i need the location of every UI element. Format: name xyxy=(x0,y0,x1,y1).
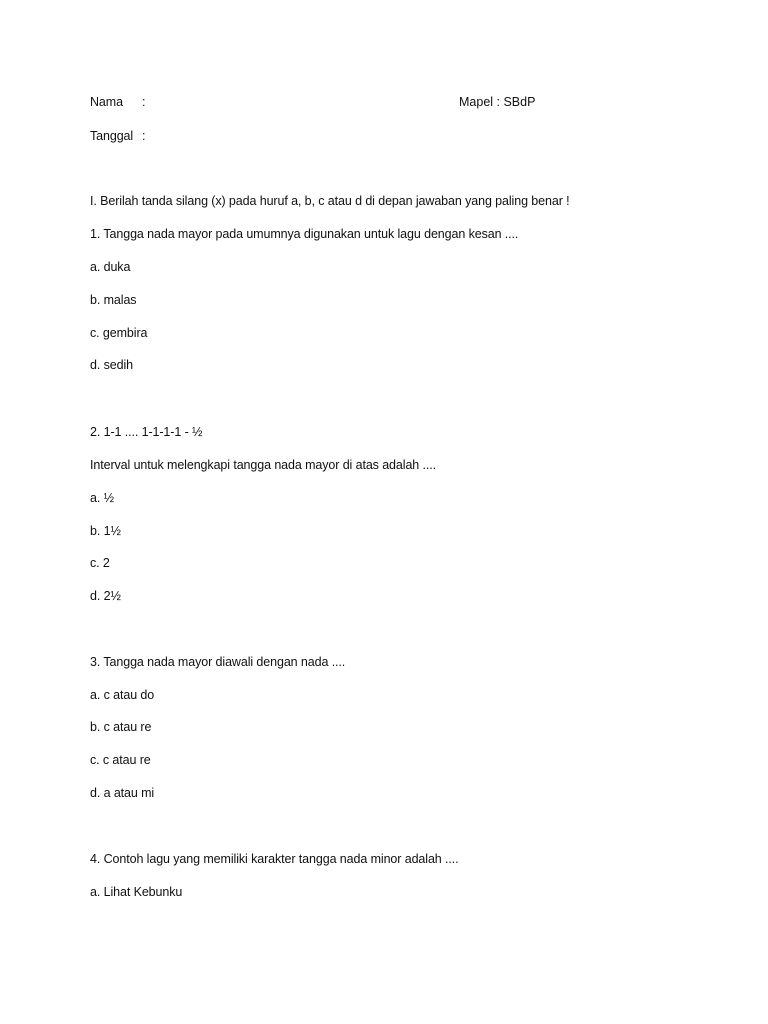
question-3-option-d: d. a atau mi xyxy=(90,786,155,800)
question-2-option-c: c. 2 xyxy=(90,556,110,570)
question-1-option-c: c. gembira xyxy=(90,326,148,340)
question-3-option-b: b. c atau re xyxy=(90,720,152,734)
question-2-option-a: a. ½ xyxy=(90,491,114,505)
name-label: Nama xyxy=(90,95,123,109)
date-label: Tanggal xyxy=(90,129,134,143)
name-field xyxy=(90,94,145,110)
question-4-stem: 4. Contoh lagu yang memiliki karakter tangga nada minor adalah .... xyxy=(90,852,459,866)
subject-label: Mapel : SBdP xyxy=(459,95,536,109)
question-4-option-a: a. Lihat Kebunku xyxy=(90,885,183,899)
name-colon: : xyxy=(142,95,146,109)
date-field xyxy=(90,128,145,144)
question-1-stem: 1. Tangga nada mayor pada umumnya digunakan untuk lagu dengan kesan .... xyxy=(90,227,519,241)
question-3-stem: 3. Tangga nada mayor diawali dengan nada .... xyxy=(90,655,346,669)
question-3-option-c: c. c atau re xyxy=(90,753,151,767)
question-2-stem-continued: Interval untuk melengkapi tangga nada mayor di atas adalah .... xyxy=(90,458,437,472)
question-1-option-d: d. sedih xyxy=(90,358,133,372)
date-colon: : xyxy=(142,129,146,143)
question-2-stem: 2. 1-1 .... 1-1-1-1 - ½ xyxy=(90,425,203,439)
question-1-option-b: b. malas xyxy=(90,293,137,307)
question-2-option-d: d. 2½ xyxy=(90,589,121,603)
question-3-option-a: a. c atau do xyxy=(90,688,155,702)
question-1-option-a: a. duka xyxy=(90,260,131,274)
question-2-option-b: b. 1½ xyxy=(90,524,121,538)
instruction-text: I. Berilah tanda silang (x) pada huruf a, b, c atau d di depan jawaban yang paling benar ! xyxy=(90,194,570,208)
